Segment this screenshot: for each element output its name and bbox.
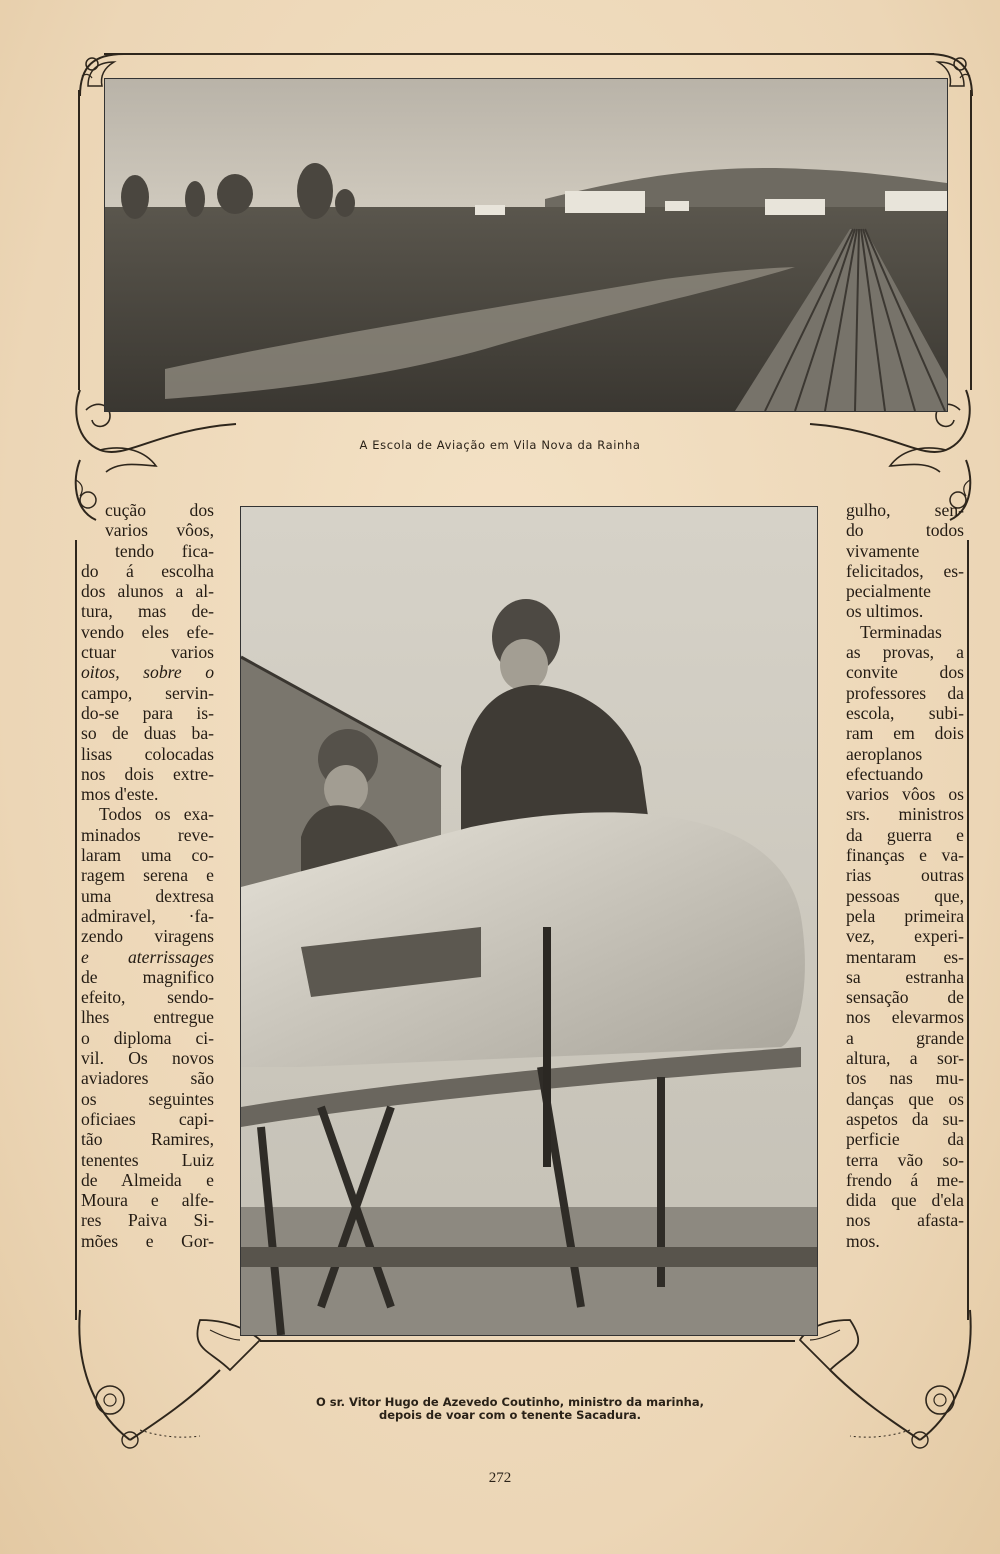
frame-bottom-line <box>260 1340 795 1342</box>
left-line: do-se para is- <box>81 702 214 723</box>
left-line: oficiaes capi- <box>81 1108 214 1129</box>
right-line: sa estranha <box>846 966 964 987</box>
left-line: tura, mas de- <box>81 601 214 622</box>
right-line: danças que os <box>846 1088 964 1109</box>
minister-aeroplane-image <box>241 507 817 1335</box>
right-line: mos. <box>846 1230 880 1251</box>
left-line: lisas colocadas <box>81 743 214 764</box>
minister-aeroplane-photo <box>240 506 818 1336</box>
right-line: varios vôos os <box>846 784 964 805</box>
left-line: campo, servin- <box>81 682 214 703</box>
left-line: Todos os exa- <box>99 804 214 825</box>
left-line: vil. Os novos <box>81 1048 214 1069</box>
right-line: mentaram es- <box>846 946 964 967</box>
right-text-column <box>846 500 964 1251</box>
left-line: uma dextresa <box>81 885 214 906</box>
left-text-column <box>81 500 214 1251</box>
left-line: efeito, sendo- <box>81 987 214 1008</box>
aviation-school-image <box>105 79 947 411</box>
left-line: vendo eles efe- <box>81 621 214 642</box>
right-line: aeroplanos <box>846 743 923 764</box>
left-line: e aterrissages <box>81 946 214 967</box>
right-line: pecialmente <box>846 581 931 602</box>
left-line: laram uma co- <box>81 845 214 866</box>
left-line: ragem serena e <box>81 865 214 886</box>
right-line: os ultimos. <box>846 601 924 622</box>
left-line: o diploma ci- <box>81 1027 214 1048</box>
right-line: pela primeira <box>846 905 964 926</box>
aviation-school-photo <box>104 78 948 412</box>
right-line: dida que d'ela <box>846 1190 964 1211</box>
right-line: srs. ministros <box>846 804 964 825</box>
right-line: vivamente <box>846 540 920 561</box>
right-line: perficie da <box>846 1129 964 1150</box>
right-line: nos afasta- <box>846 1210 964 1231</box>
left-line: tendo fica- <box>115 540 214 561</box>
right-line: nos elevarmos <box>846 1007 964 1028</box>
right-line: finanças e va- <box>846 845 964 866</box>
page-number: 272 <box>488 1470 512 1486</box>
left-line: res Paiva Si- <box>81 1210 214 1231</box>
minister-photo-caption <box>230 1396 790 1422</box>
frame-left-lower-line <box>75 540 77 1320</box>
frame-right-lower-line <box>967 540 969 1320</box>
left-line: de Almeida e <box>81 1169 214 1190</box>
right-line: ram em dois <box>846 723 964 744</box>
left-line: ctuar varios <box>81 642 214 663</box>
left-line: zendo viragens <box>81 926 214 947</box>
aviation-school-caption: A Escola de Aviação em Vila Nova da Rainha <box>359 438 641 452</box>
left-line: mos d'este. <box>81 784 159 805</box>
left-line: aviadores são <box>81 1068 214 1089</box>
right-line: vez, experi- <box>846 926 964 947</box>
minister-caption-line-1: O sr. Vitor Hugo de Azevedo Coutinho, ministro da marinha, <box>316 1395 704 1409</box>
right-line: tos nas mu- <box>846 1068 964 1089</box>
right-line: sensação de <box>846 987 964 1008</box>
left-line: so de duas ba- <box>81 723 214 744</box>
left-line: Moura e alfe- <box>81 1190 214 1211</box>
right-line: gulho, sen- <box>846 500 964 520</box>
right-line: rias outras <box>846 865 964 886</box>
right-line: da guerra e <box>846 824 964 845</box>
right-line: frendo á me- <box>846 1169 964 1190</box>
left-line: tenentes Luiz <box>81 1149 214 1170</box>
left-line: admiravel, ·fa- <box>81 905 214 926</box>
left-line: nos dois extre- <box>81 763 214 784</box>
right-line: efectuando <box>846 763 924 784</box>
right-line: do todos <box>846 520 964 541</box>
right-line: terra vão so- <box>846 1149 964 1170</box>
frame-left-line <box>78 90 80 390</box>
right-line: convite dos <box>846 662 964 683</box>
left-line: oitos, sobre o <box>81 662 214 683</box>
right-line: felicitados, es- <box>846 560 964 581</box>
ornament-bottom-right-icon <box>790 1300 990 1460</box>
minister-caption-line-2: depois de voar com o tenente Sacadura. <box>378 1408 642 1422</box>
left-line: de magnifico <box>81 966 214 987</box>
right-line: pessoas que, <box>846 885 964 906</box>
left-line: os seguintes <box>81 1088 214 1109</box>
left-line: mões e Gor- <box>81 1230 214 1251</box>
left-line: dos alunos a al- <box>81 581 214 602</box>
left-line: cução dos <box>105 500 214 520</box>
right-line: Terminadas <box>860 621 942 642</box>
frame-right-line <box>970 90 972 390</box>
right-line: as provas, a <box>846 642 964 663</box>
right-line: altura, a sor- <box>846 1048 964 1069</box>
frame-top-line <box>104 53 934 55</box>
left-line: varios vôos, <box>105 520 214 541</box>
right-line: professores da <box>846 682 964 703</box>
right-line: a grande <box>846 1027 964 1048</box>
right-line: aspetos da su- <box>846 1108 964 1129</box>
left-line: minados reve- <box>81 824 214 845</box>
left-line: tão Ramires, <box>81 1129 214 1150</box>
left-line: do á escolha <box>81 560 214 581</box>
left-line: lhes entregue <box>81 1007 214 1028</box>
right-line: escola, subi- <box>846 702 964 723</box>
